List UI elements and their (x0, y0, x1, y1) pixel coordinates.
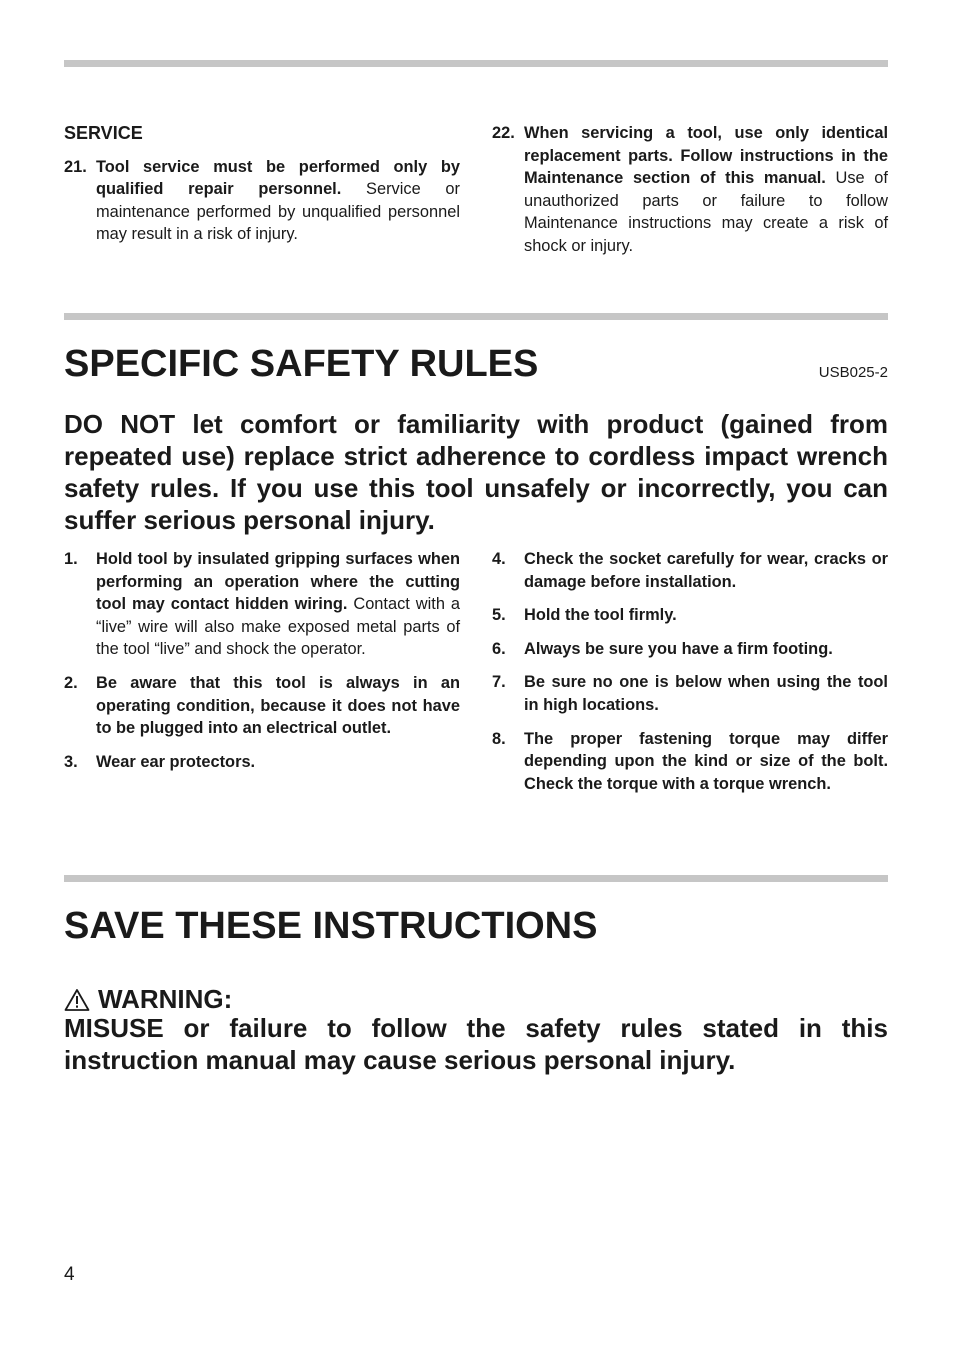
item-body: Hold the tool firmly. (524, 606, 677, 625)
rule-item-6 (492, 638, 888, 661)
service-heading: SERVICE (64, 123, 143, 143)
section-divider (64, 313, 888, 320)
item-body: Wear ear protectors. (96, 752, 256, 771)
service-item-21 (64, 156, 460, 246)
service-right-column (492, 122, 888, 269)
item-number: 21. (64, 157, 87, 176)
warning-label: WARNING: (98, 984, 233, 1014)
item-number: 2. (64, 673, 78, 692)
item-body: The proper fastening torque may differ depending upon the kind or size of the bolt. Check the torque with a torque wrench. (524, 729, 888, 793)
page-number: 4 (64, 1264, 75, 1285)
rules-right-column (492, 548, 888, 806)
item-bold-text: When servicing a tool, use only identical replacement parts. Follow instructions in the Maintenance section of this manual. (524, 124, 888, 188)
item-number: 6. (492, 639, 506, 658)
item-bold-text: Tool service must be performed only by qualified repair personnel. (96, 157, 460, 199)
item-text: Use of unauthorized parts or failure to follow Maintenance instructions may create a risk of shock or injury. (524, 169, 888, 255)
warning-heading (64, 984, 232, 1015)
item-body: Be aware that this tool is always in an operating condition, because it does not have to be plugged into an electrical outlet. (96, 673, 460, 738)
item-text: Contact with a “live” wire will also make exposed metal parts of the tool “live” and shock the operator. (96, 595, 460, 659)
item-body (96, 156, 460, 246)
warning-text: MISUSE or failure to follow the safety rules stated in this instruction manual may cause serious personal injury. (64, 1013, 888, 1075)
item-number: 1. (64, 550, 78, 568)
item-number: 22. (492, 124, 515, 142)
item-body (96, 548, 460, 661)
rule-item-4 (492, 548, 888, 593)
item-body: Be sure no one is below when using the tool in high locations. (524, 673, 888, 714)
rule-item-3 (64, 751, 460, 774)
item-number: 4. (492, 550, 506, 568)
service-left-column (64, 122, 460, 257)
item-number: 5. (492, 606, 506, 625)
specific-safety-title: SPECIFIC SAFETY RULES (64, 343, 539, 385)
item-body: Check the socket carefully for wear, cracks or damage before installation. (524, 550, 888, 591)
item-bold-text: Hold tool by insulated gripping surfaces when performing an operation where the cutting tool may contact hidden wiring. (96, 550, 460, 614)
rules-left-column (64, 548, 460, 784)
item-number: 7. (492, 673, 506, 692)
safety-intro: DO NOT let comfort or familiarity with product (gained from repeated use) replace strict adherence to cordless impact wrench safety rules. If you use this tool unsafely or incorrectly, you can suffer serious personal injury. (64, 409, 888, 535)
service-item-22 (492, 122, 888, 258)
top-divider (64, 60, 888, 67)
document-code: USB025-2 (818, 364, 888, 381)
item-number: 8. (492, 729, 506, 748)
item-body: Always be sure you have a firm footing. (524, 639, 833, 658)
item-body (524, 122, 888, 258)
save-instructions-title: SAVE THESE INSTRUCTIONS (64, 905, 598, 947)
rule-item-1 (64, 548, 460, 661)
rule-item-2 (64, 672, 460, 740)
rule-item-8 (492, 728, 888, 796)
item-number: 3. (64, 752, 78, 771)
item-text: Service or maintenance performed by unqualified personnel may result in a risk of injury. (96, 180, 460, 244)
section-divider (64, 875, 888, 882)
rule-item-5 (492, 604, 888, 627)
warning-triangle-icon (64, 988, 90, 1012)
rule-item-7 (492, 671, 888, 716)
